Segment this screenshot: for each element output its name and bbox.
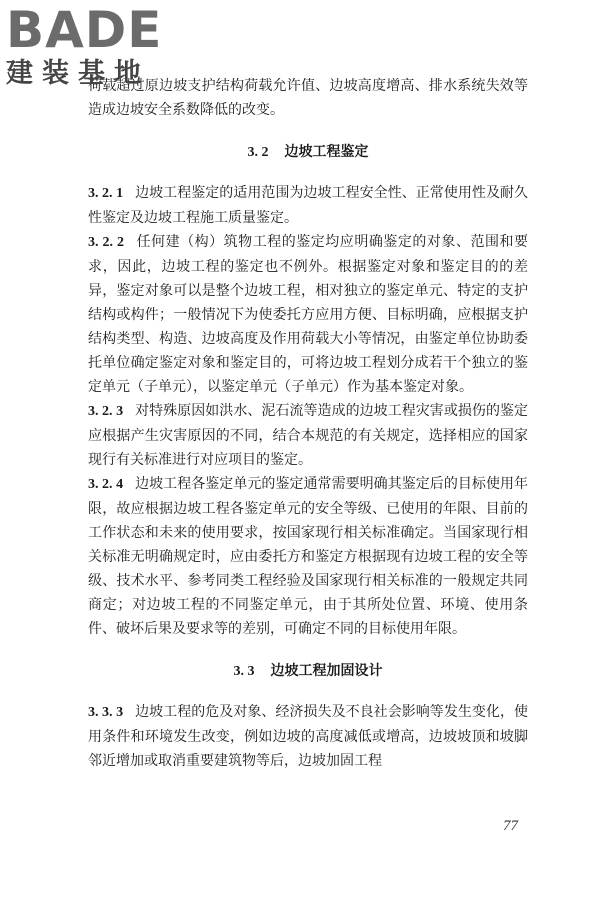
clause-number: 3. 2. 4: [88, 477, 124, 492]
section-heading-3-2: [88, 140, 528, 165]
clause-3-3-3: [88, 700, 528, 773]
continuation-paragraph: 荷载超过原边坡支护结构荷载允许值、边坡高度增高、排水系统失效等造成边坡安全系数降低的改变。: [88, 78, 528, 118]
clause-text: 对特殊原因如洪水、泥石流等造成的边坡工程灾害或损伤的鉴定应根据产生灾害原因的不同，结合本规范的有关规定，选择相应的国家现行有关标准进行对应项目的鉴定。: [88, 403, 529, 468]
clause-3-2-4: [88, 472, 528, 641]
bade-logo: [6, 1, 176, 96]
page-number: 77: [503, 818, 518, 834]
section-title: 边坡工程鉴定: [284, 144, 369, 160]
section-number: 3. 2: [247, 145, 269, 160]
logo-subtitle: 建装基地: [6, 58, 150, 89]
clause-3-2-2: [88, 230, 528, 399]
clause-number: 3. 2. 3: [88, 404, 124, 419]
section-heading-3-3: [88, 659, 528, 684]
clause-3-2-1: [88, 181, 528, 230]
section-title: 边坡工程加固设计: [270, 663, 383, 679]
clause-text: 边坡工程的危及对象、经济损失及不良社会影响等发生变化，使用条件和环境发生改变，例如边坡的高度减低或增高，边坡坡顶和坡脚邻近增加或取消重要建筑物等后，边坡加固工程: [88, 704, 529, 769]
clause-number: 3. 2. 1: [88, 186, 124, 201]
clause-number: 3. 2. 2: [88, 235, 125, 250]
section-number: 3. 3: [233, 664, 255, 679]
logo-wordmark: BADE: [6, 1, 163, 59]
clause-text: 边坡工程各鉴定单元的鉴定通常需要明确其鉴定后的目标使用年限，故应根据边坡工程各鉴定单元的安全等级、已使用的年限、目前的工作状态和未来的使用要求，按国家现行相关标准确定。当国家现行相关标准无明确规定时，应由委托方和鉴定方根据现有边坡工程的安全等级、技术水平、参考同类工程经验及国家现行相关标准的一般规定共同商定；对边坡工程的不同鉴定单元，由于其所处位置、环境、使用条件、破坏后果及要求等的差别，可确定不同的目标使用年限。: [88, 476, 529, 637]
clause-text: 边坡工程鉴定的适用范围为边坡工程安全性、正常使用性及耐久性鉴定及边坡工程施工质量鉴定。: [88, 185, 529, 226]
document-body: [88, 74, 528, 773]
clause-number: 3. 3. 3: [88, 705, 124, 720]
clause-text: 任何建（构）筑物工程的鉴定均应明确鉴定的对象、范围和要求，因此，边坡工程的鉴定也不例外。根据鉴定对象和鉴定目的的差异，鉴定对象可以是整个边坡工程，相对独立的鉴定单元、特定的支护结构或构件；一般情况下为使委托方应用方便、目标明确，应根据支护结构类型、构造、边坡高度及作用荷载大小等情况，由鉴定单位协助委托单位确定鉴定对象和鉴定目的，可将边坡工程划分成若干个独立的鉴定单元（子单元），以鉴定单元（子单元）作为基本鉴定对象。: [88, 234, 529, 395]
clause-3-2-3: [88, 399, 528, 472]
